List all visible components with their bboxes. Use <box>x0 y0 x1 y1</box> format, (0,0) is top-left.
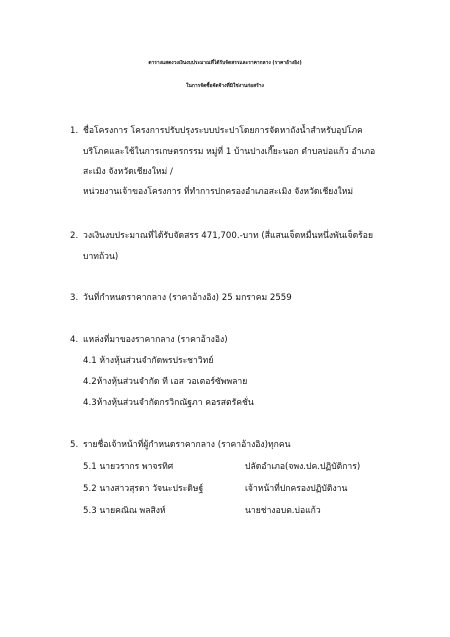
price-source-heading: แหล่งที่มาของราคากลาง (ราคาอ้างอิง) <box>83 335 228 345</box>
document-title-line-2: ในการจัดซื้อจัดจ้างที่มิใช่งานก่อสร้าง <box>186 83 264 89</box>
officials-heading: รายชื่อเจ้าหน้าที่ผู้กำหนดราคากลาง (ราคาอ้างอิง)ทุกคน <box>83 440 291 450</box>
section-number: 3. <box>70 293 79 303</box>
price-source-item: 4.3ห้างหุ้นส่วนจำกัดกรวิกณัฐภา คอรสตรัคชั่น <box>83 398 254 408</box>
owner-agency-line: หน่วยงานเจ้าของโครงการ ที่ทำการปกครองอำเภอสะเมิง จังหวัดเชียงใหม่ <box>83 187 354 197</box>
project-name-line-2: บริโภคและใช้ในการเกษตรกรรม หมู่ที่ 1 บ้านปางเกี๊ยะนอก ตำบลบ่อแก้ว อำเภอ <box>83 147 376 157</box>
official-name: 5.1 นายวรากร พาจรทิศ <box>83 462 174 472</box>
official-name: 5.3 นายคณิณ พลสิงห์ <box>83 506 166 516</box>
official-position: ปลัดอำเภอ(จพง.ปค.ปฏิบัติการ) <box>245 462 361 472</box>
budget-line-2: บาทถ้วน) <box>83 252 119 262</box>
official-position: เจ้าหน้าที่ปกครองปฏิบัติงาน <box>245 484 348 494</box>
price-source-item: 4.1 ห้างหุ้นส่วนจำกัดพรประชาวิทย์ <box>83 356 214 366</box>
budget-line-1: วงเงินงบประมาณที่ได้รับจัดสรร 471,700.-บาท (สี่แสนเจ็ดหมื่นหนึ่งพันเจ็ดร้อย <box>83 231 373 241</box>
section-number: 1. <box>70 126 79 136</box>
section-number: 2. <box>70 231 79 241</box>
official-position: นายช่างอบต.บ่อแก้ว <box>245 506 321 516</box>
official-name: 5.2 นางสาวสุรดา วัจนะประดิษฐ์ <box>83 484 204 494</box>
project-name-line-3: สะเมิง จังหวัดเชียงใหม่ / <box>83 167 173 177</box>
document-title-line-1: ตารางแสดงวงเงินงบประมาณที่ได้รับจัดสรรและราคากลาง (ราคาอ้างอิง) <box>148 60 302 66</box>
section-number: 4. <box>70 335 79 345</box>
section-number: 5. <box>70 440 79 450</box>
price-source-item: 4.2ห้างหุ้นส่วนจำกัด ที เอส วอเตอร์ซัพพลาย <box>83 377 248 387</box>
project-name-line-1: ชื่อโครงการ โครงการปรับปรุงระบบประปาโดยการจัดหาถังน้ำสำหรับอุปโภค <box>83 126 363 136</box>
reference-date-line: วันที่กำหนดราคากลาง (ราคาอ้างอิง) 25 มกราคม 2559 <box>83 293 292 303</box>
